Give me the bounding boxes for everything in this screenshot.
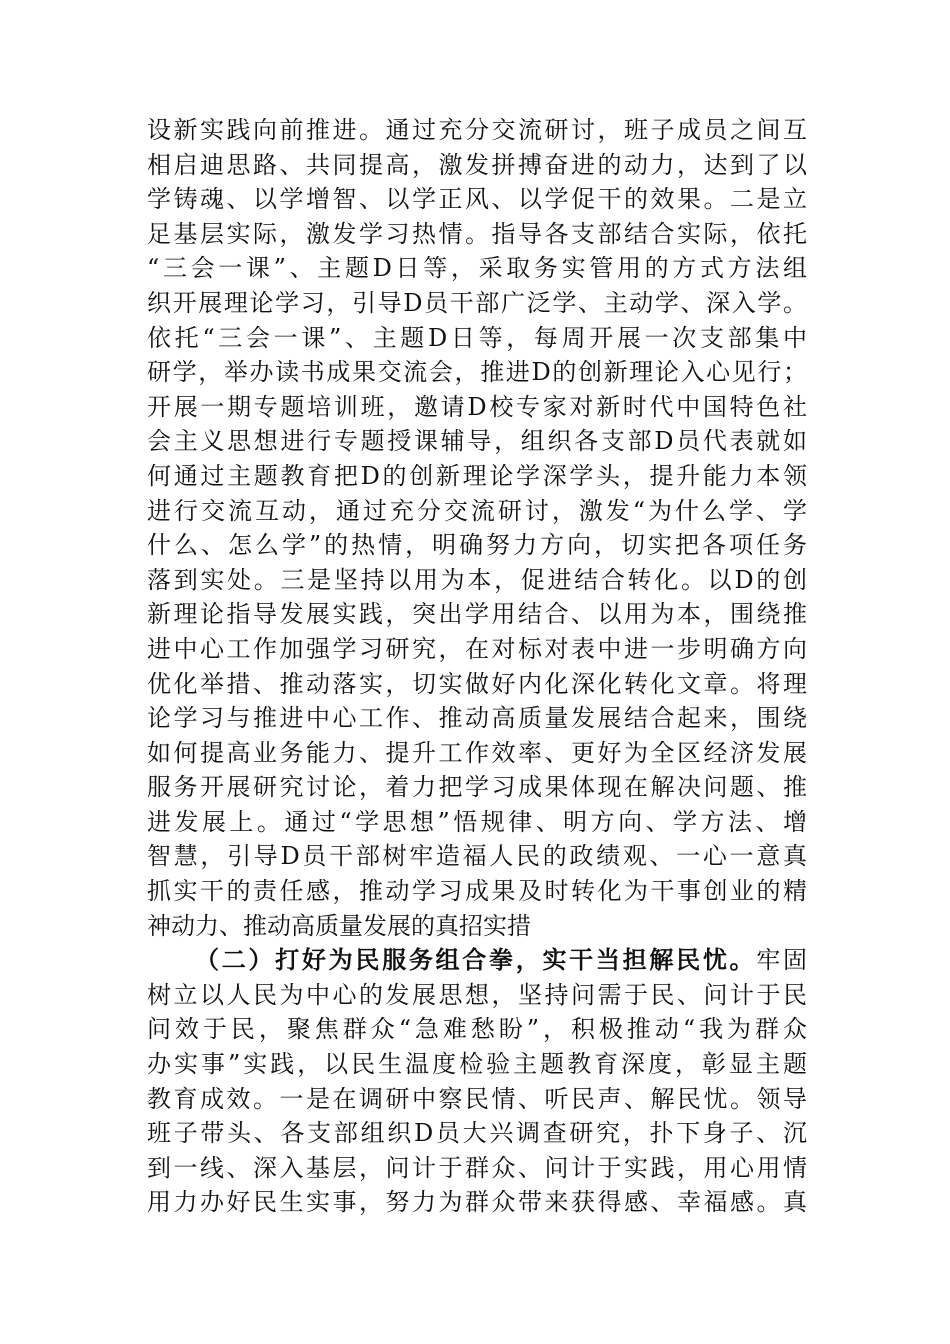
text-line: 进行交流互动，通过充分交流研讨，激发“为什么学、学 <box>147 496 807 525</box>
text-line: 相启迪思路、共同提高，激发拼搏奋进的动力，达到了以 <box>147 150 807 179</box>
body-text <box>147 113 807 1220</box>
section-heading: （二）打好为民服务组合拳，实干当担解民忧。 <box>195 945 757 975</box>
text-line: 足基层实际，激发学习热情。指导各支部结合实际，依托 <box>147 219 807 248</box>
text-line: 进发展上。通过“学思想”悟规律、明方向、学方法、增 <box>147 807 807 836</box>
text-line: 开展一期专题培训班，邀请D校专家对新时代中国特色社 <box>147 392 807 421</box>
text-line: 神动力、推动高质量发展的真招实措 <box>147 911 531 940</box>
text-line: 论学习与推进中心工作、推动高质量发展结合起来，围绕 <box>147 704 807 733</box>
text-line: 服务开展研究讨论，着力把学习成果体现在解决问题、推 <box>147 773 807 802</box>
text-line: 智慧，引导D员干部树牢造福人民的政绩观、一心一意真 <box>147 842 807 871</box>
text-line: 班子带头、各支部组织D员大兴调查研究，扑下身子、沉 <box>147 1119 807 1148</box>
section-heading-line <box>147 943 807 978</box>
text-line: 设新实践向前推进。通过充分交流研讨，班子成员之间互 <box>147 116 807 144</box>
section-heading-continuation: 牢固 <box>756 946 807 975</box>
text-line: 树立以人民为中心的发展思想，坚持问需于民、问计于民 <box>147 980 807 1009</box>
text-line: 如何提高业务能力、提升工作效率、更好为全区经济发展 <box>147 738 807 767</box>
text-line: 问效于民，聚焦群众“急难愁盼”，积极推动“我为群众 <box>147 1015 807 1044</box>
text-line: 学铸魂、以学增智、以学正风、以学促干的效果。二是立 <box>147 185 807 214</box>
text-line: 研学，举办读书成果交流会，推进D的创新理论入心见行； <box>147 358 807 387</box>
text-line: “三会一课”、主题D日等，采取务实管用的方式方法组 <box>147 254 807 283</box>
text-line: 抓实干的责任感，推动学习成果及时转化为干事创业的精 <box>147 877 807 906</box>
text-line: 何通过主题教育把D的创新理论学深学头，提升能力本领 <box>147 461 807 490</box>
text-line: 进中心工作加强学习研究，在对标对表中进一步明确方向 <box>147 634 807 663</box>
text-line: 什么、怎么学”的热情，明确努力方向，切实把各项任务 <box>147 531 807 560</box>
text-line: 落到实处。三是坚持以用为本，促进结合转化。以D的创 <box>147 565 807 594</box>
text-line: 到一线、深入基层，问计于群众、问计于实践，用心用情 <box>147 1153 807 1182</box>
text-line: 会主义思想进行专题授课辅导，组织各支部D员代表就如 <box>147 427 807 456</box>
text-line: 用力办好民生实事，努力为群众带来获得感、幸福感。真 <box>147 1188 807 1217</box>
text-line: 办实事”实践，以民生温度检验主题教育深度，彰显主题 <box>147 1050 807 1079</box>
text-line: 依托“三会一课”、主题D日等，每周开展一次支部集中 <box>147 323 807 352</box>
text-line: 新理论指导发展实践，突出学用结合、以用为本，围绕推 <box>147 600 807 629</box>
text-line: 织开展理论学习，引导D员干部广泛学、主动学、深入学。 <box>147 288 807 317</box>
text-line: 优化举措、推动落实，切实做好内化深化转化文章。将理 <box>147 669 807 698</box>
text-line: 教育成效。一是在调研中察民情、听民声、解民忧。领导 <box>147 1084 807 1113</box>
